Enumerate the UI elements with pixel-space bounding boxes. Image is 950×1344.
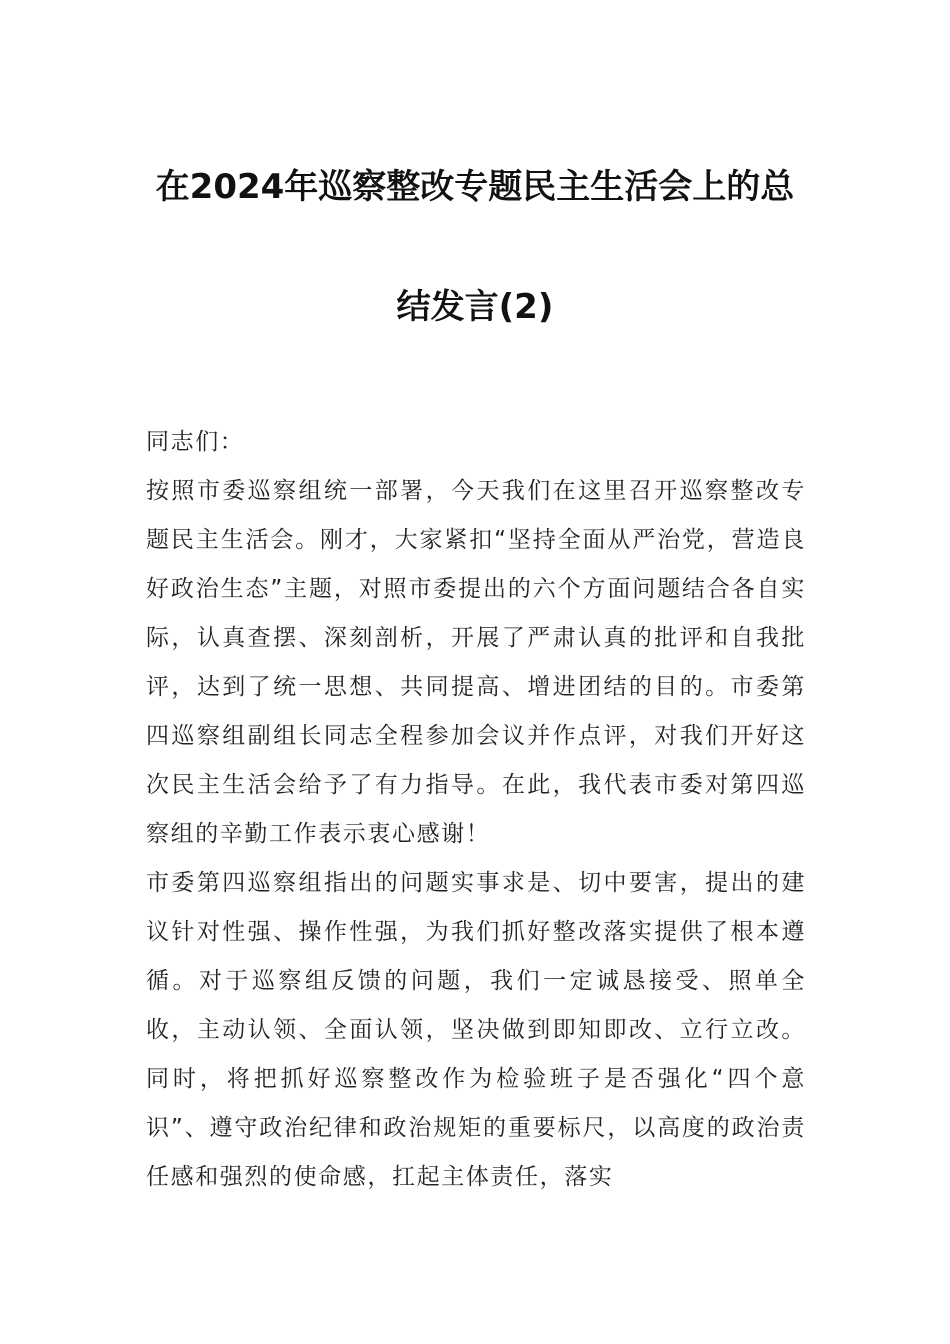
document-title-line-2: 结发言(2) (396, 287, 554, 327)
body-paragraph-1: 按照市委巡察组统一部署，今天我们在这里召开巡察整改专题民主生活会。刚才，大家紧扣“坚持全面从严治党，营造良好政治生态”主题，对照市委提出的六个方面问题结合各自实际，认真查摆、深刻剖析，开展了严肃认真的批评和自我批评，达到了统一思想、共同提高、增进团结的目的。市委第四巡察组副组长同志全程参加会议并作点评，对我们开好这次民主生活会给予了有力指导。在此，我代表市委对第四巡察组的辛勤工作表示衷心感谢！ (146, 478, 806, 847)
body-paragraph-2: 市委第四巡察组指出的问题实事求是、切中要害，提出的建议针对性强、操作性强，为我们抓好整改落实提供了根本遵循。对于巡察组反馈的问题，我们一定诚恳接受、照单全收，主动认领、全面认领，坚决做到即知即改、立行立改。同时，将把抓好巡察整改作为检验班子是否强化“四个意识”、遵守政治纪律和政治规矩的重要标尺，以高度的政治责任感和强烈的使命感，扛起主体责任，落实 (146, 870, 806, 1190)
document-title-line-1: 在2024年巡察整改专题民主生活会上的总 (155, 167, 795, 207)
salutation: 同志们： (146, 429, 245, 455)
document-body (146, 418, 806, 1202)
